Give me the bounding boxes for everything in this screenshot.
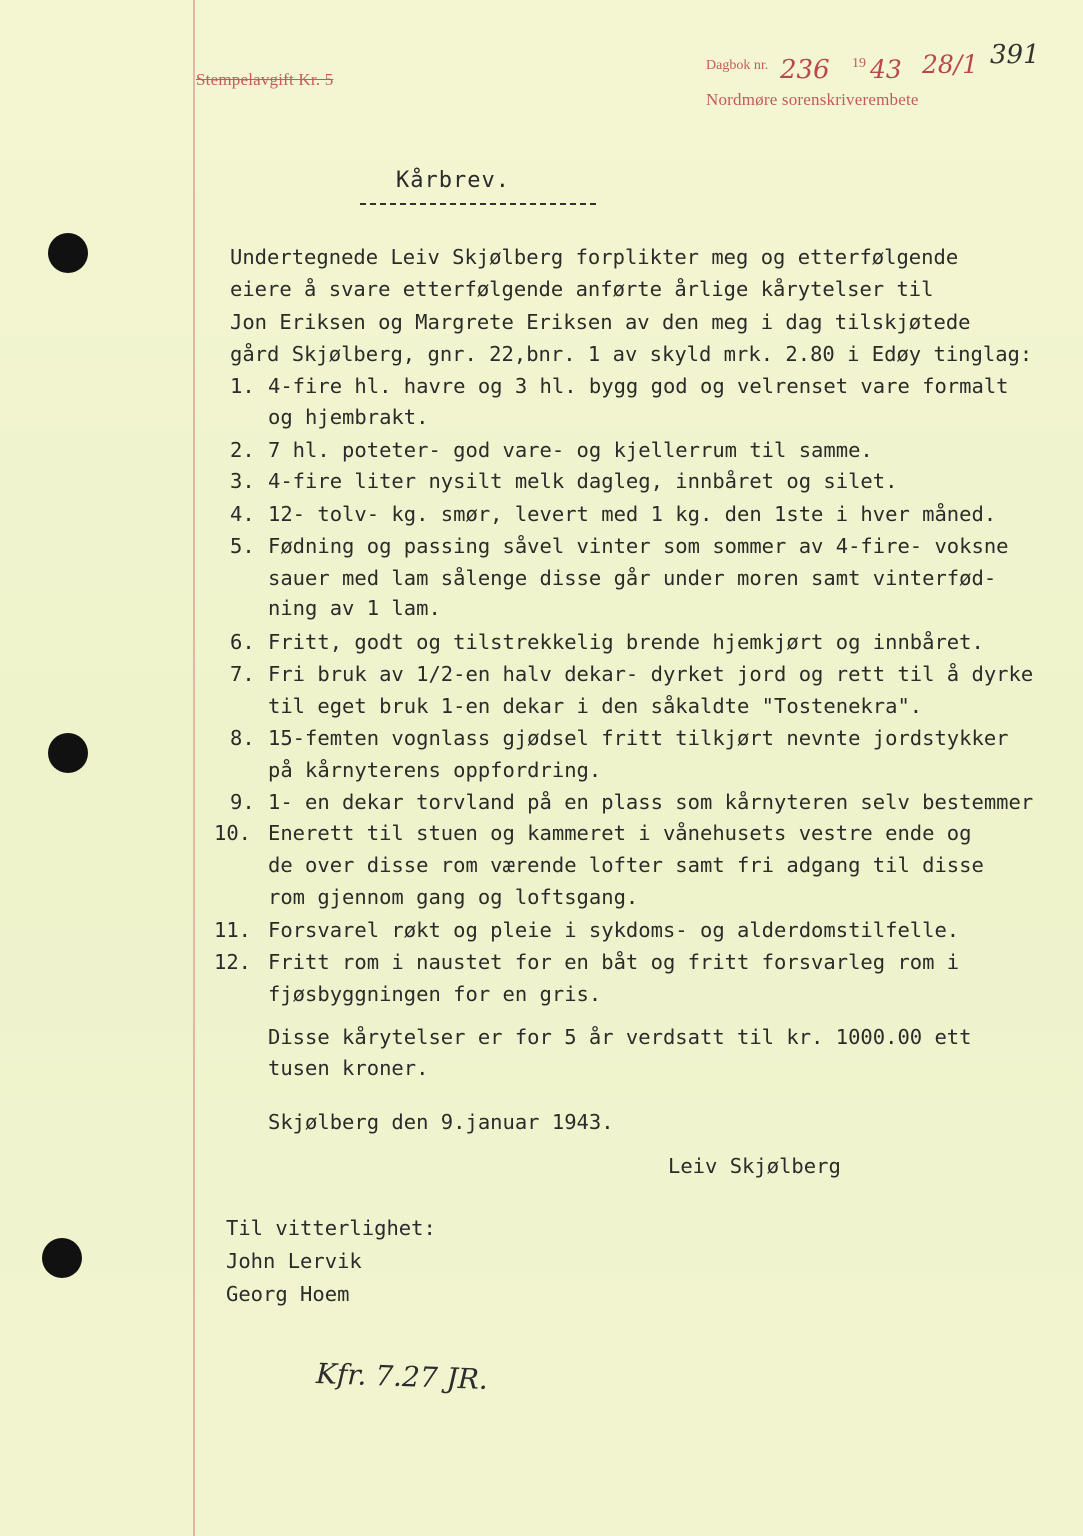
title-underline <box>360 203 596 205</box>
punch-hole <box>48 733 88 773</box>
intro-line: Jon Eriksen og Margrete Eriksen av den meg i dag tilskjøtede <box>230 310 971 334</box>
item-number: 2. <box>230 438 255 462</box>
item-text-line: Forsvarel røkt og pleie i sykdoms- og alderdomstilfelle. <box>268 918 960 942</box>
intro-line: Undertegnede Leiv Skjølberg forplikter meg og etterfølgende <box>230 245 959 269</box>
fee-note: Kfr. 7.27 JR. <box>315 1357 489 1396</box>
item-text-line: på kårnyterens oppfordring. <box>268 758 602 782</box>
witness-name: John Lervik <box>226 1249 362 1273</box>
item-text-line: 1- en dekar torvland på en plass som kårnyteren selv bestemmer <box>268 790 1034 814</box>
item-text-line: til eget bruk 1-en dekar i den såkaldte "Tostenekra". <box>268 694 923 718</box>
item-number: 9. <box>230 790 255 814</box>
item-text-line: 4-fire hl. havre og 3 hl. bygg god og velrenset vare formalt <box>268 374 1009 398</box>
signer-name: Leiv Skjølberg <box>668 1154 841 1178</box>
journal-year-prefix: 19 <box>852 56 866 71</box>
item-text-line: og hjembrakt. <box>268 405 429 429</box>
item-text-line: 7 hl. poteter- god vare- og kjellerrum til samme. <box>268 438 873 462</box>
journal-date: 28/1 <box>922 50 979 79</box>
item-number: 11. <box>214 918 252 942</box>
item-text-line: Fritt, godt og tilstrekkelig brende hjemkjørt og innbåret. <box>268 630 984 654</box>
intro-line: eiere å svare etterfølgende anførte årlige kårytelser til <box>230 277 934 301</box>
item-text-line: Fødning og passing såvel vinter som sommer av 4-fire- voksne <box>268 534 1009 558</box>
item-text-line: Fritt rom i naustet for en båt og fritt forsvarleg rom i <box>268 950 960 974</box>
item-number: 3. <box>230 469 255 493</box>
item-text-line: 4-fire liter nysilt melk dagleg, innbåret og silet. <box>268 469 898 493</box>
journal-year: 43 <box>870 55 902 84</box>
item-text-line: 15-femten vognlass gjødsel fritt tilkjørt nevnte jordstykker <box>268 726 1009 750</box>
intro-line: gård Skjølberg, gnr. 22,bnr. 1 av skyld mrk. 2.80 i Edøy tinglag: <box>230 342 1033 366</box>
item-number: 10. <box>214 821 252 845</box>
item-number: 5. <box>230 534 255 558</box>
item-text-line: ning av 1 lam. <box>268 596 441 620</box>
punch-hole <box>42 1238 82 1278</box>
item-text-line: rom gjennom gang og loftsgang. <box>268 885 639 909</box>
valuation-line: Disse kårytelser er for 5 år verdsatt til kr. 1000.00 ett <box>268 1025 972 1049</box>
item-text-line: Enerett til stuen og kammeret i vånehusets vestre ende og <box>268 821 972 845</box>
item-text-line: Fri bruk av 1/2-en halv dekar- dyrket jord og rett til å dyrke <box>268 662 1034 686</box>
item-text-line: fjøsbyggningen for en gris. <box>268 982 602 1006</box>
item-text-line: de over disse rom værende lofter samt fri adgang til disse <box>268 853 984 877</box>
document-title: Kårbrev. <box>396 168 510 193</box>
witness-heading: Til vitterlighet: <box>226 1216 436 1240</box>
stamp-duty-label: Stempelavgift Kr. 5 <box>196 70 334 89</box>
office-stamp: Nordmøre sorenskriverembete <box>706 90 919 109</box>
place-date: Skjølberg den 9.januar 1943. <box>268 1110 614 1134</box>
folio-number: 391 <box>990 40 1040 70</box>
witness-name: Georg Hoem <box>226 1282 350 1306</box>
item-number: 8. <box>230 726 255 750</box>
valuation-line: tusen kroner. <box>268 1056 429 1080</box>
item-text-line: sauer med lam sålenge disse går under moren samt vinterfød- <box>268 566 997 590</box>
item-text-line: 12- tolv- kg. smør, levert med 1 kg. den 1ste i hver måned. <box>268 502 997 526</box>
item-number: 6. <box>230 630 255 654</box>
margin-rule <box>193 0 195 1536</box>
item-number: 4. <box>230 502 255 526</box>
journal-label: Dagbok nr. <box>706 58 769 73</box>
item-number: 12. <box>214 950 252 974</box>
item-number: 7. <box>230 662 255 686</box>
item-number: 1. <box>230 374 255 398</box>
journal-number: 236 <box>780 55 830 85</box>
punch-hole <box>48 233 88 273</box>
